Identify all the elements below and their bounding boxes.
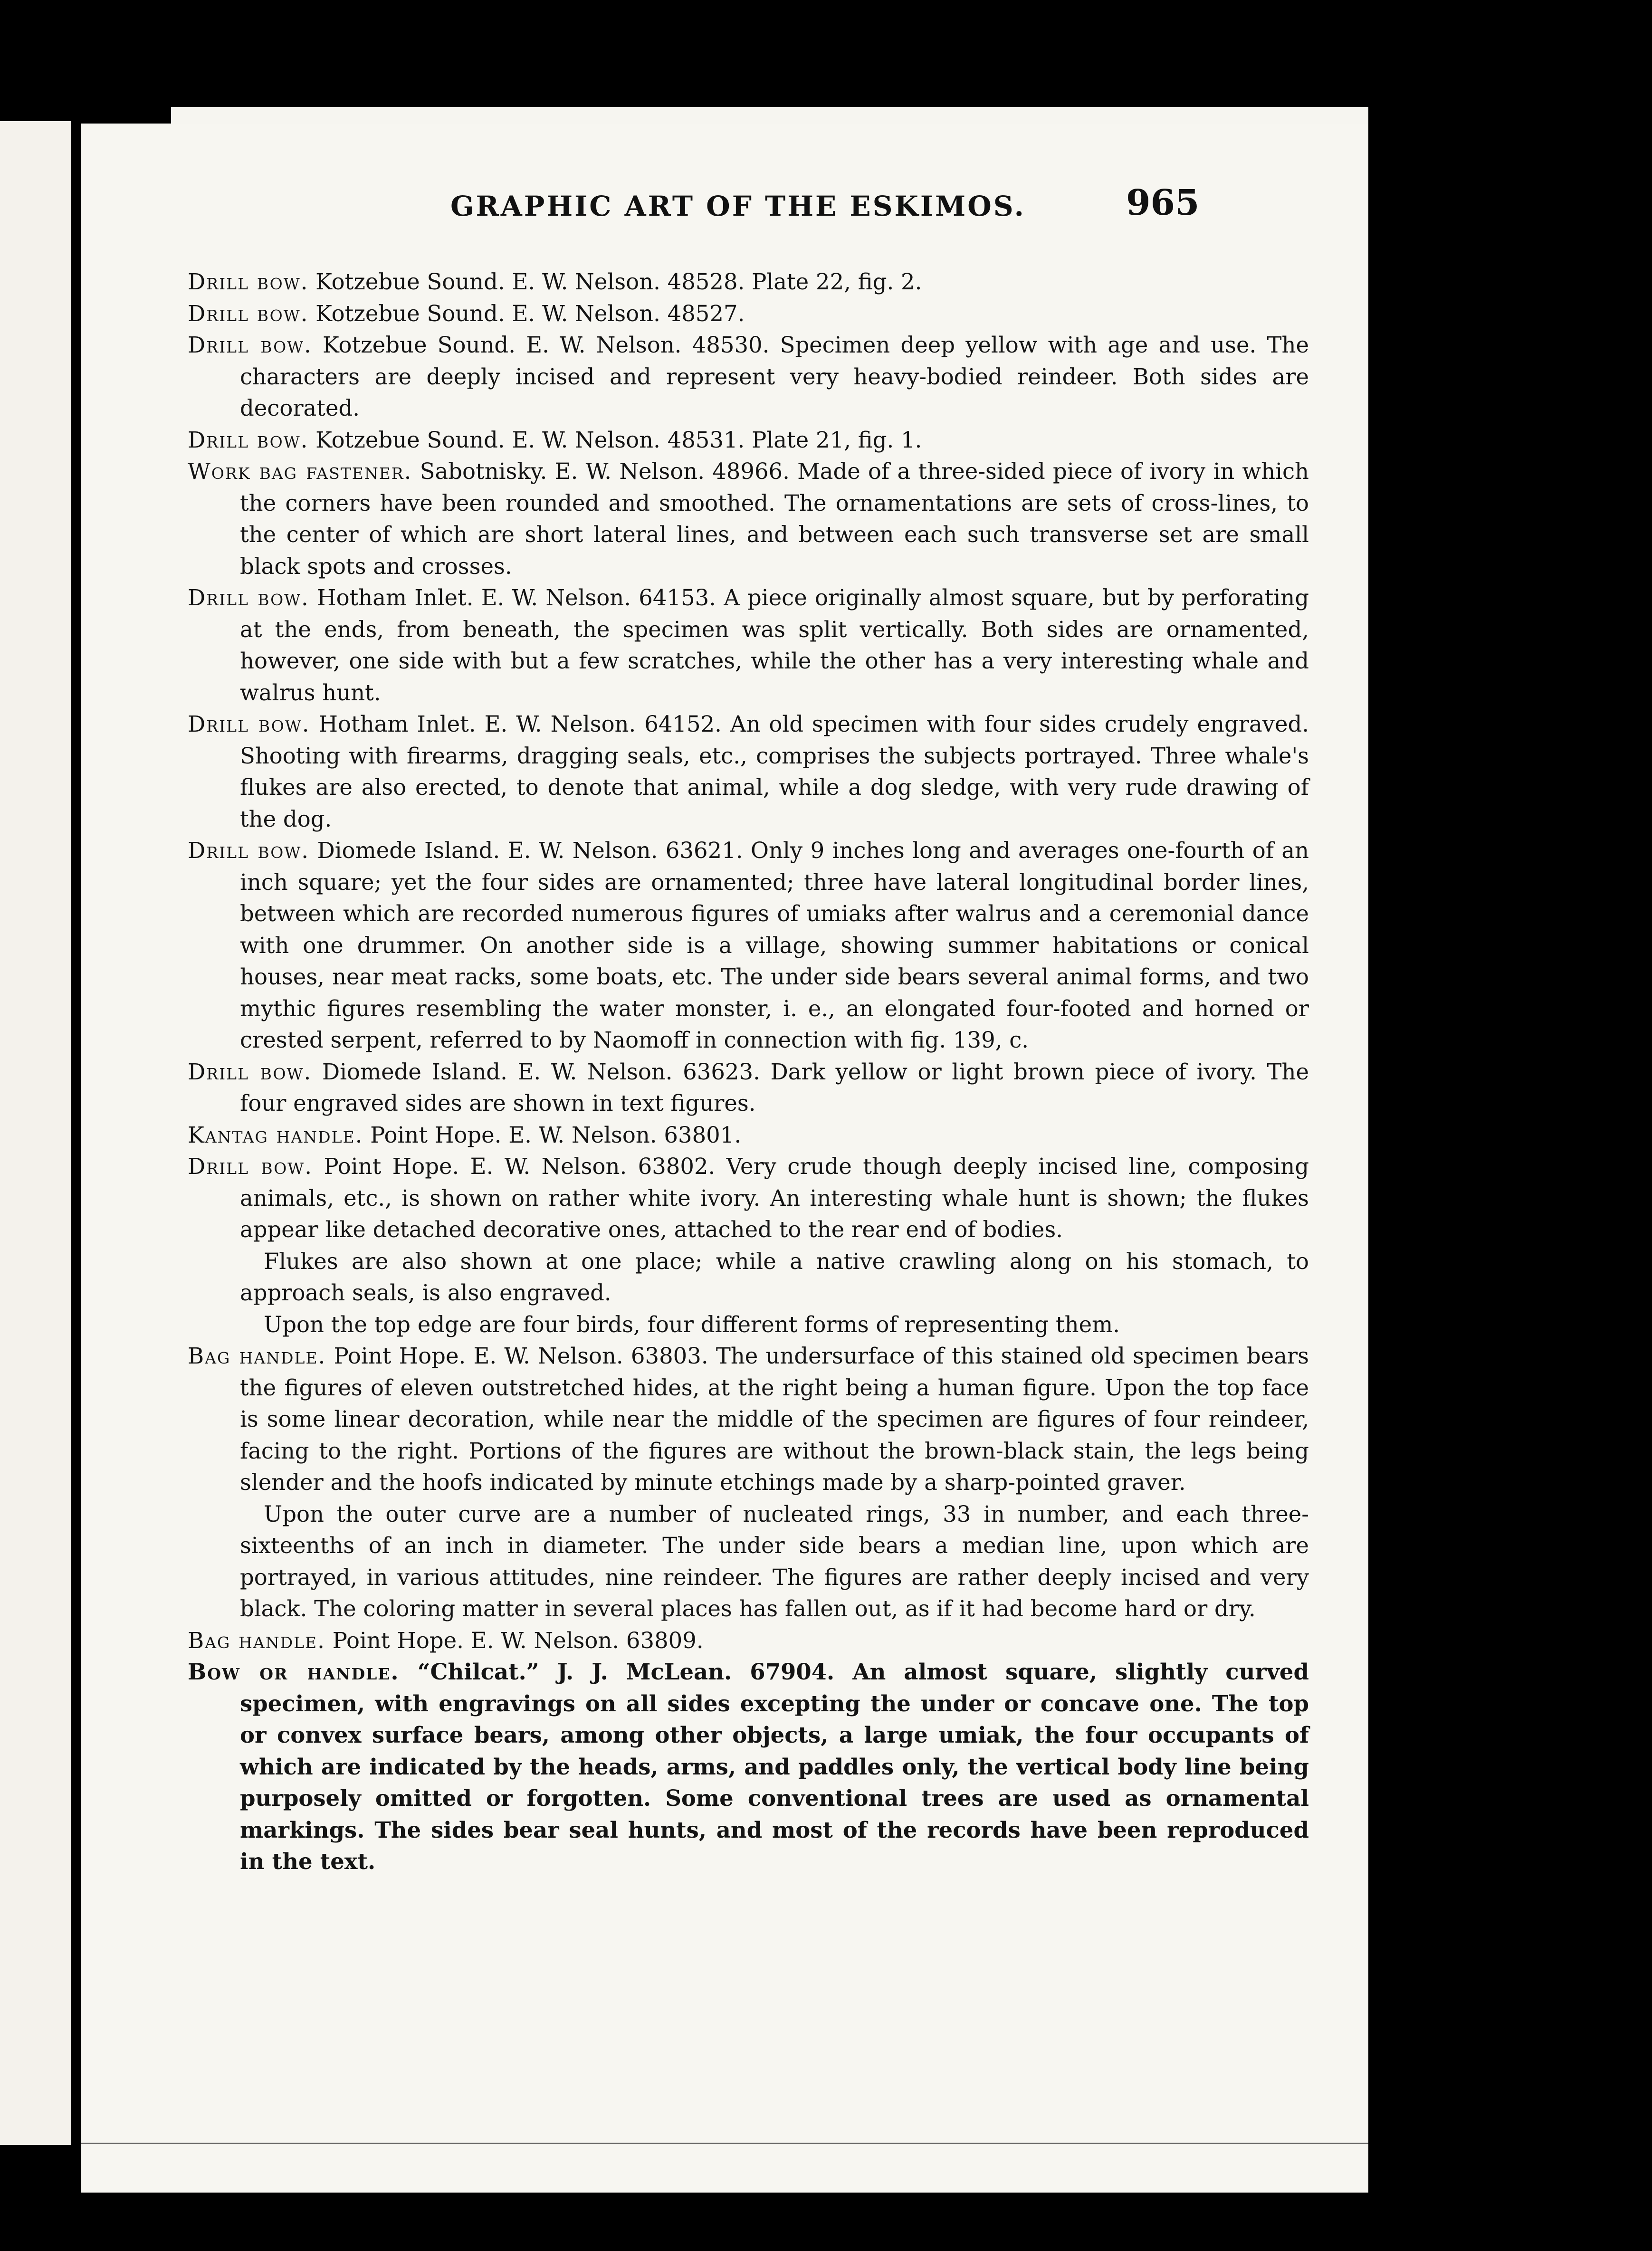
object-name: Drill bow. xyxy=(188,332,312,358)
catalog-entry xyxy=(188,329,1309,424)
object-name: Kantag handle. xyxy=(188,1122,363,1148)
catalog-entry xyxy=(188,582,1309,708)
catalog-entry xyxy=(188,266,1309,298)
object-name: Drill bow. xyxy=(188,711,310,737)
document-page xyxy=(81,124,1368,2193)
entry-text: Point Hope. E. W. Nelson. 63802. Very crude though deeply incised line, composing animals, etc., is shown on rather white ivory. An interesting whale hunt is shown; the flukes appear like detached decorative ones, attached to the rear end of bodies. xyxy=(240,1154,1309,1242)
catalog-entry xyxy=(188,1625,1309,1657)
entry-text: Hotham Inlet. E. W. Nelson. 64152. An old specimen with four sides crudely engraved. Shooting with firearms, dragging seals, etc., comprises the subjects portrayed. Three whale's flukes are also erected, to denote that animal, while a dog sledge, with very rude drawing of the dog. xyxy=(240,711,1309,832)
object-name: Drill bow. xyxy=(188,585,309,610)
object-name: Drill bow. xyxy=(188,838,310,863)
page-number: 965 xyxy=(1126,182,1200,223)
entry-text: Sabotnisky. E. W. Nelson. 48966. Made of a three-sided piece of ivory in which the corners have been rounded and smoothed. The ornamentations are sets of cross-lines, to the center of which are short lateral lines, and between each such transverse set are small black spots and crosses. xyxy=(240,458,1309,579)
entry-text: Kotzebue Sound. E. W. Nelson. 48528. Plate 22, fig. 2. xyxy=(308,269,922,295)
object-name: Drill bow. xyxy=(188,1154,313,1179)
catalog-entry xyxy=(188,1340,1309,1498)
catalog-entry xyxy=(188,1656,1309,1878)
entry-text: Point Hope. E. W. Nelson. 63801. xyxy=(363,1122,742,1148)
catalog-entry xyxy=(188,835,1309,1056)
running-title: GRAPHIC ART OF THE ESKIMOS. xyxy=(450,190,1026,222)
page-header xyxy=(81,182,1368,247)
entry-text: Diomede Island. E. W. Nelson. 63623. Dark yellow or light brown piece of ivory. The four engraved sides are shown in text figures. xyxy=(240,1059,1309,1116)
left-paper-strip xyxy=(0,121,71,2145)
entry-text: Point Hope. E. W. Nelson. 63803. The undersurface of this stained old specimen bears the figures of eleven outstretched hides, at the right being a human figure. Upon the top face is some linear decoration, while near the middle of the specimen are figures of four reindeer, facing to the right. Portions of the figures are without the brown-black stain, the legs being slender and the hoofs indicated by minute etchings made by a sharp-pointed graver. xyxy=(240,1343,1309,1495)
continuation-paragraph: Upon the outer curve are a number of nucleated rings, 33 in number, and each three-sixteenths of an inch in diameter. The under side bears a median line, upon which are portrayed, in various attitudes, nine reindeer. The figures are rather deeply incised and very black. The coloring matter in several places has fallen out, as if it had become hard or dry. xyxy=(240,1501,1309,1621)
entry-text: Point Hope. E. W. Nelson. 63809. xyxy=(325,1627,704,1653)
catalog-entry xyxy=(188,298,1309,330)
object-name: Drill bow. xyxy=(188,427,309,453)
entry-text: Kotzebue Sound. E. W. Nelson. 48527. xyxy=(308,300,745,326)
entry-text: Hotham Inlet. E. W. Nelson. 64153. A piece originally almost square, but by perforating at the ends, from beneath, the specimen was split vertically. Both sides are ornamented, however, one side with but a few scratches, while the other has a very interesting whale and walrus hunt. xyxy=(240,585,1309,706)
object-name: Drill bow. xyxy=(188,269,309,295)
object-name: Bow or handle. xyxy=(188,1659,400,1685)
catalog-entry xyxy=(188,708,1309,835)
catalog-text xyxy=(188,266,1309,1878)
entry-text: “Chilcat.” J. J. McLean. 67904. An almost square, slightly curved specimen, with engravings on all sides excepting the under or concave one. The top or convex surface bears, among other objects, a large umiak, the four occupants of which are indicated by the heads, arms, and paddles only, the vertical body line being purposely omitted or forgotten. Some conventional trees are used as ornamental markings. The sides bear seal hunts, and most of the records have been reproduced in the text. xyxy=(240,1659,1309,1874)
entry-text: Diomede Island. E. W. Nelson. 63621. Only 9 inches long and averages one-fourth of an inch square; yet the four sides are ornamented; three have lateral longitudinal border lines, between which are recorded numerous figures of umiaks after walrus and a ceremonial dance with one drummer. On another side is a village, showing summer habitations or conical houses, near meat racks, some boats, etc. The under side bears several animal forms, and two mythic figures resembling the water monster, i. e., an elongated four-footed and horned or crested serpent, referred to by Naomoff in connection with fig. 139, c. xyxy=(240,838,1309,1053)
catalog-entry xyxy=(188,1056,1309,1119)
object-name: Work bag fastener. xyxy=(188,458,412,484)
catalog-entry xyxy=(188,1151,1309,1246)
object-name: Drill bow. xyxy=(188,1059,312,1085)
entry-text: Kotzebue Sound. E. W. Nelson. 48531. Plate 21, fig. 1. xyxy=(308,427,922,453)
page-bottom-edge xyxy=(81,2143,1368,2144)
catalog-entry xyxy=(188,1119,1309,1151)
continuation-paragraph: Upon the top edge are four birds, four different forms of representing them. xyxy=(264,1311,1120,1337)
entry-text: Kotzebue Sound. E. W. Nelson. 48530. Specimen deep yellow with age and use. The characters are deeply incised and represent very heavy-bodied reindeer. Both sides are decorated. xyxy=(240,332,1309,421)
catalog-entry xyxy=(188,424,1309,456)
object-name: Bag handle. xyxy=(188,1343,326,1369)
object-name: Drill bow. xyxy=(188,300,309,326)
object-name: Bag handle. xyxy=(188,1627,325,1653)
catalog-entry xyxy=(188,456,1309,582)
continuation-paragraph: Flukes are also shown at one place; while a native crawling along on his stomach, to approach seals, is also engraved. xyxy=(240,1248,1309,1306)
